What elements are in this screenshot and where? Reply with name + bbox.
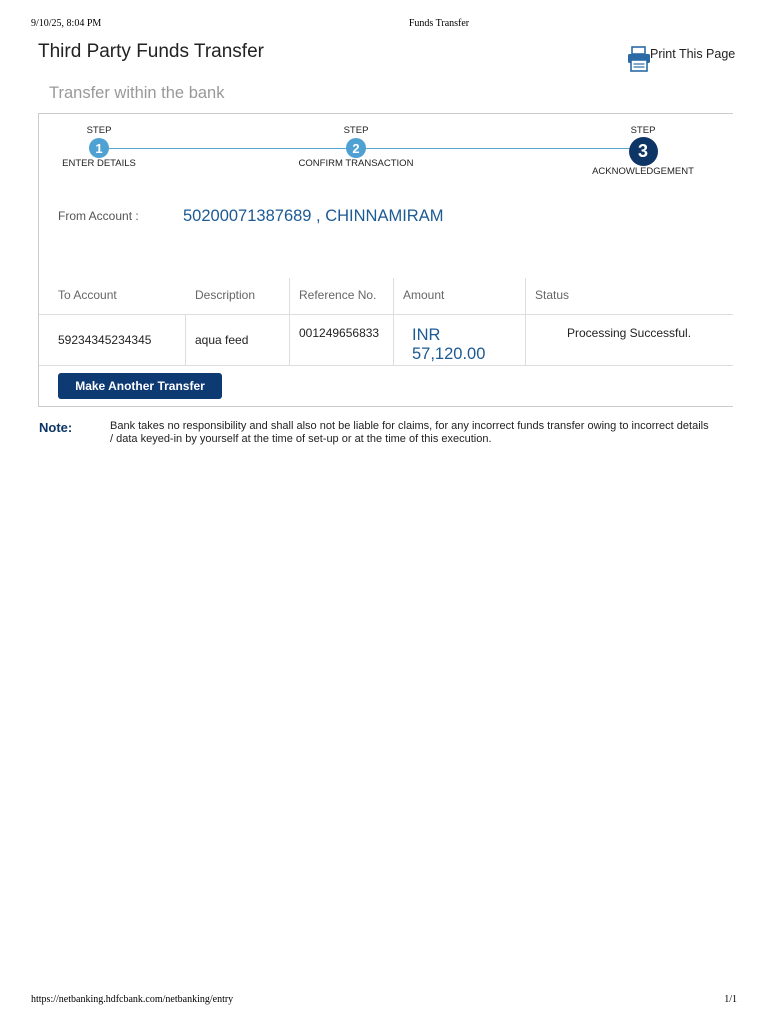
progress-stepper <box>39 114 733 184</box>
print-header-date: 9/10/25, 8:04 PM <box>31 18 102 29</box>
from-account-label: From Account : <box>58 209 139 223</box>
transaction-table <box>39 278 733 366</box>
step-2-label: CONFIRM TRANSACTION <box>298 158 414 169</box>
amount-currency: INR <box>412 326 441 344</box>
step-1 <box>59 125 139 169</box>
step-1-label: ENTER DETAILS <box>62 158 136 169</box>
step-3-circle: 3 <box>629 137 658 166</box>
from-account-value: 50200071387689 , CHINNAMIRAM <box>183 207 444 225</box>
step-1-word: STEP <box>86 125 112 136</box>
step-3-label: ACKNOWLEDGEMENT <box>592 166 694 177</box>
table-row-divider <box>39 365 733 366</box>
step-2-circle: 2 <box>346 138 366 158</box>
make-another-transfer-button[interactable]: Make Another Transfer <box>58 373 222 399</box>
cell-amount <box>412 326 485 364</box>
page-title: Third Party Funds Transfer <box>38 41 264 62</box>
step-3-word: STEP <box>630 125 656 136</box>
note-text: Bank takes no responsibility and shall also not be liable for claims, for any incorrect funds transfer owing to incorrect details / data keyed-in by yourself at the time of set-up or at the time of this execution. <box>110 420 709 445</box>
step-3 <box>588 125 698 177</box>
table-divider <box>525 278 526 366</box>
print-footer-url: https://netbanking.hdfcbank.com/netbanking/entry <box>31 994 234 1005</box>
header-amount: Amount <box>403 288 445 302</box>
step-2 <box>296 125 416 169</box>
table-divider <box>185 314 186 366</box>
cell-reference: 001249656833 <box>299 326 380 340</box>
step-1-circle: 1 <box>89 138 109 158</box>
print-footer-page: 1/1 <box>724 994 737 1005</box>
amount-value: 57,120.00 <box>412 345 486 363</box>
table-row-divider <box>39 314 733 315</box>
header-status: Status <box>535 288 570 302</box>
cell-description: aqua feed <box>195 333 249 347</box>
header-reference: Reference No. <box>299 288 377 302</box>
table-divider <box>289 278 290 366</box>
print-page-label: Print This Page <box>650 47 736 61</box>
page-subtitle: Transfer within the bank <box>49 84 225 102</box>
cell-to-account: 59234345234345 <box>58 333 152 347</box>
cell-status: Processing Successful. <box>566 326 692 340</box>
note-label: Note: <box>39 420 73 435</box>
table-divider <box>393 278 394 366</box>
step-2-word: STEP <box>343 125 369 136</box>
printer-icon <box>627 46 651 72</box>
header-description: Description <box>195 288 256 302</box>
header-to-account: To Account <box>58 288 117 302</box>
print-header-title: Funds Transfer <box>408 18 470 29</box>
transfer-panel <box>38 113 733 407</box>
print-page-link[interactable] <box>627 46 735 72</box>
